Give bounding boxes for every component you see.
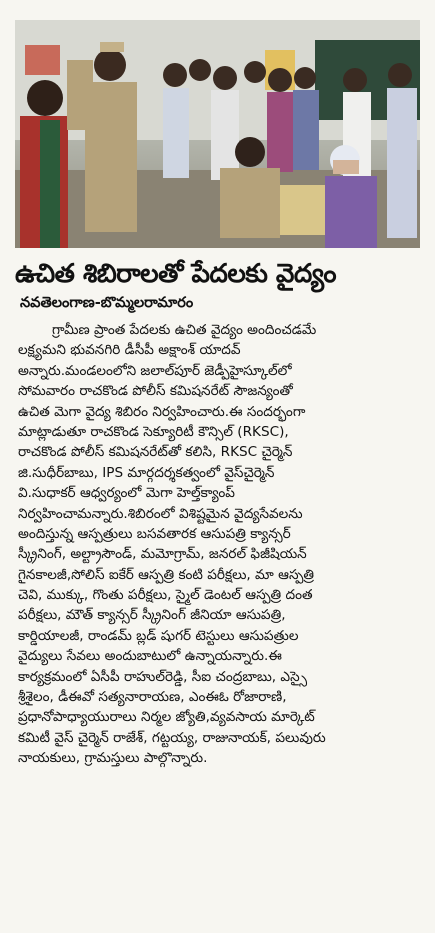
article-line: జి.సుధీర్‌బాబు, IPS మార్గదర్శకత్వంలో వైస్‌చైర్మెన్: [18, 464, 275, 481]
article-line: రాచకొండ పోలీస్ కమిషనరేట్‌తో కలిసి, RKSC చైర్మెన్: [18, 444, 293, 461]
article-line: సోమవారం రాచకొండ పోలీస్ కమిషనరేట్ సౌజన్యంతో: [18, 383, 293, 400]
article-line: కమిటీ వైస్ చైర్మెన్ రాజేశ్, గట్టయ్య, రాజునాయక్, పలువురు: [18, 729, 326, 746]
article-headline: ఉచిత శిబిరాలతో పేదలకు వైద్యం: [15, 259, 337, 289]
medical-camp-photo-illustration: [15, 20, 420, 248]
article-line: వైద్యులు సేవలు అందుబాటులో ఉన్నాయన్నారు.ఈ: [18, 648, 282, 665]
article-line: కార్యక్రమంలో ఏసీపీ రాహుల్‌రెడ్డి, సీఐ చంద్రబాబు, ఎస్సై: [18, 668, 308, 685]
article-line: మాట్లాడుతూ రాచకొండ సెక్యూరిటీ కౌన్సిల్ (RKSC),: [18, 423, 289, 440]
article-line: గైనకాలజీ,సోలిస్ ఐకేర్ ఆస్పత్రి కంటి పరీక్షలు, మా ఆస్పత్రి: [18, 566, 315, 583]
article-line: కార్డియాలజీ, రాండమ్ బ్లడ్ షుగర్ టెస్టులు ఆసుపత్రుల: [18, 627, 299, 644]
article-line: ఉచిత మెగా వైద్య శిబిరం నిర్వహించారు.ఈ సందర్భంగా: [18, 403, 306, 420]
article-line: శ్రీశైలం, డీఈవో సత్యనారాయణ, ఎంఈఓ రోజారాణి,: [18, 689, 287, 706]
article-line: లక్ష్యమని భువనగిరి డీసీపీ అక్షాంశ్ యాదవ్: [18, 342, 241, 359]
article-line: స్క్రీనింగ్, అల్ట్రాసౌండ్, మమోగ్రామ్, జనరల్ ఫిజీషియన్: [18, 546, 307, 563]
article-body: [18, 320, 420, 769]
article-line: గ్రామీణ ప్రాంత పేదలకు ఉచిత వైద్యం అందించడమే: [52, 322, 317, 338]
news-photo: [15, 20, 420, 248]
article-line: అందిస్తున్న ఆస్పత్రులు బసవతారక ఆసుపత్రి క్యాన్సర్: [18, 525, 291, 542]
article-line: పరీక్షలు, మౌత్ క్యాన్సర్ స్క్రీనింగ్ జీనియా ఆసుపత్రి,: [18, 607, 286, 624]
article-line: నాయకులు, గ్రామస్తులు పాల్గొన్నారు.: [18, 750, 208, 767]
article-line: నిర్వహించామన్నారు.శిబిరంలో విశిష్టమైన వైద్యసేవలను: [18, 505, 303, 522]
article-line: వి.సుధాకర్ ఆధ్వర్యంలో మెగా హెల్త్‌క్యాంప్: [18, 485, 235, 502]
article-line: ప్రధానోపాధ్యాయురాలు నిర్మల జ్యోతి,వ్యవసాయ మార్కెట్: [18, 709, 315, 726]
article-line: అన్నారు.మండలంలోని జలాల్‌పూర్ జెడ్పీహైస్కూల్‌లో: [18, 362, 292, 379]
article-dateline: నవతెలంగాణ-బొమ్మలరామారం: [20, 295, 194, 311]
article-line: చెవి, ముక్కు, గొంతు పరీక్షలు, స్మైల్ డెంటల్ ఆస్పత్రి దంత: [18, 587, 313, 604]
